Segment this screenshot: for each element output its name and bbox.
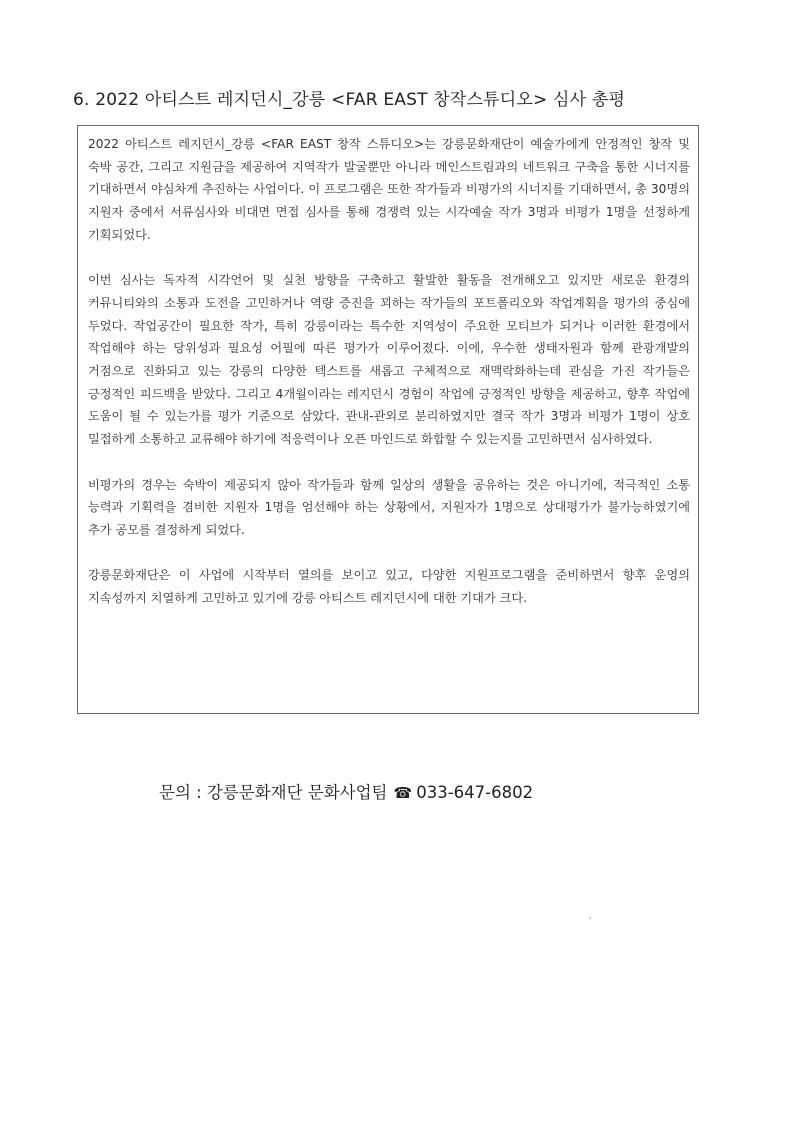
paragraph-criteria: 이번 심사는 독자적 시각언어 및 실천 방향을 구축하고 활발한 활동을 전개해오고 있지만 새로운 환경의 커뮤니티와의 소통과 도전을 고민하거나 역량 증진을 꾀하는 작가들의 포트폴리오와 작업계획을 평가의 중심에 두었다. 작업공간이 필요한 작가, 특히 강릉이라는 특수한 지역성이 주요한 모티브가 되거나 이러한 환경에서 작업해야 하는 당위성과 필요성 어필에 따른 평가가 이루어졌다. 이에, 우수한 생태자원과 함께 관광개발의 거점으로 진화되고 있는 강릉의 다양한 텍스트를 새롭고 구체적으로 재맥락화하는데 관심을 가진 작가들은 긍정적인 피드백을 받았다. 그리고 4개월이라는 레지던시 경험이 작업에 긍정적인 방향을 제공하고, 향후 작업에 도움이 될 수 있는가를 평가 기준으로 삼았다. 관내-관외로 분리하였지만 결국 작가 3명과 비평가 1명이 상호 밀접하게 소통하고 교류해야 하기에 적응력이나 오픈 마인드로 화합할 수 있는지를 고민하면서 심사하였다. [88,273,690,447]
paragraph-conclusion: 강릉문화재단은 이 사업에 시작부터 열의를 보이고 있고, 다양한 지원프로그램을 준비하면서 향후 운영의 지속성까지 치열하게 고민하고 있기에 강릉 아티스트 레지던시에 대한 기대가 크다. [88,568,690,606]
paragraph-intro: 2022 아티스트 레지던시_강릉 <FAR EAST 창작 스튜디오>는 강릉문화재단이 예술가에게 안정적인 창작 및 숙박 공간, 그리고 지원금을 제공하여 지역작가 발굴뿐만 아니라 메인스트림과의 네트워크 구축을 통한 시너지를 기대하면서 야심차게 추진하는 사업이다. 이 프로그램은 또한 작가들과 비평가의 시너지를 기대하면서, 총 30명의 지원자 중에서 서류심사와 비대면 면접 심사를 통해 경쟁력 있는 시각예술 작가 3명과 비평가 1명을 선정하게 기획되었다. [88,137,690,242]
contact-line [159,781,719,805]
phone-icon: ☎ [393,784,413,802]
section-heading: 6. 2022 아티스트 레지던시_강릉 <FAR EAST 창작스튜디오> 심사 총평 [73,90,626,110]
review-text-box [77,125,699,714]
contact-label: 문의 : 강릉문화재단 문화사업팀 [159,783,388,802]
scan-speck [589,917,591,919]
paragraph-critic: 비평가의 경우는 숙박이 제공되지 않아 작가들과 함께 일상의 생활을 공유하는 것은 아니기에, 적극적인 소통 능력과 기획력을 겸비한 지원자 1명을 엄선해야 하는 상황에서, 지원자가 1명으로 상대평가가 불가능하였기에 추가 공모를 결정하게 되었다. [88,477,690,537]
contact-phone: 033-647-6802 [416,783,534,802]
